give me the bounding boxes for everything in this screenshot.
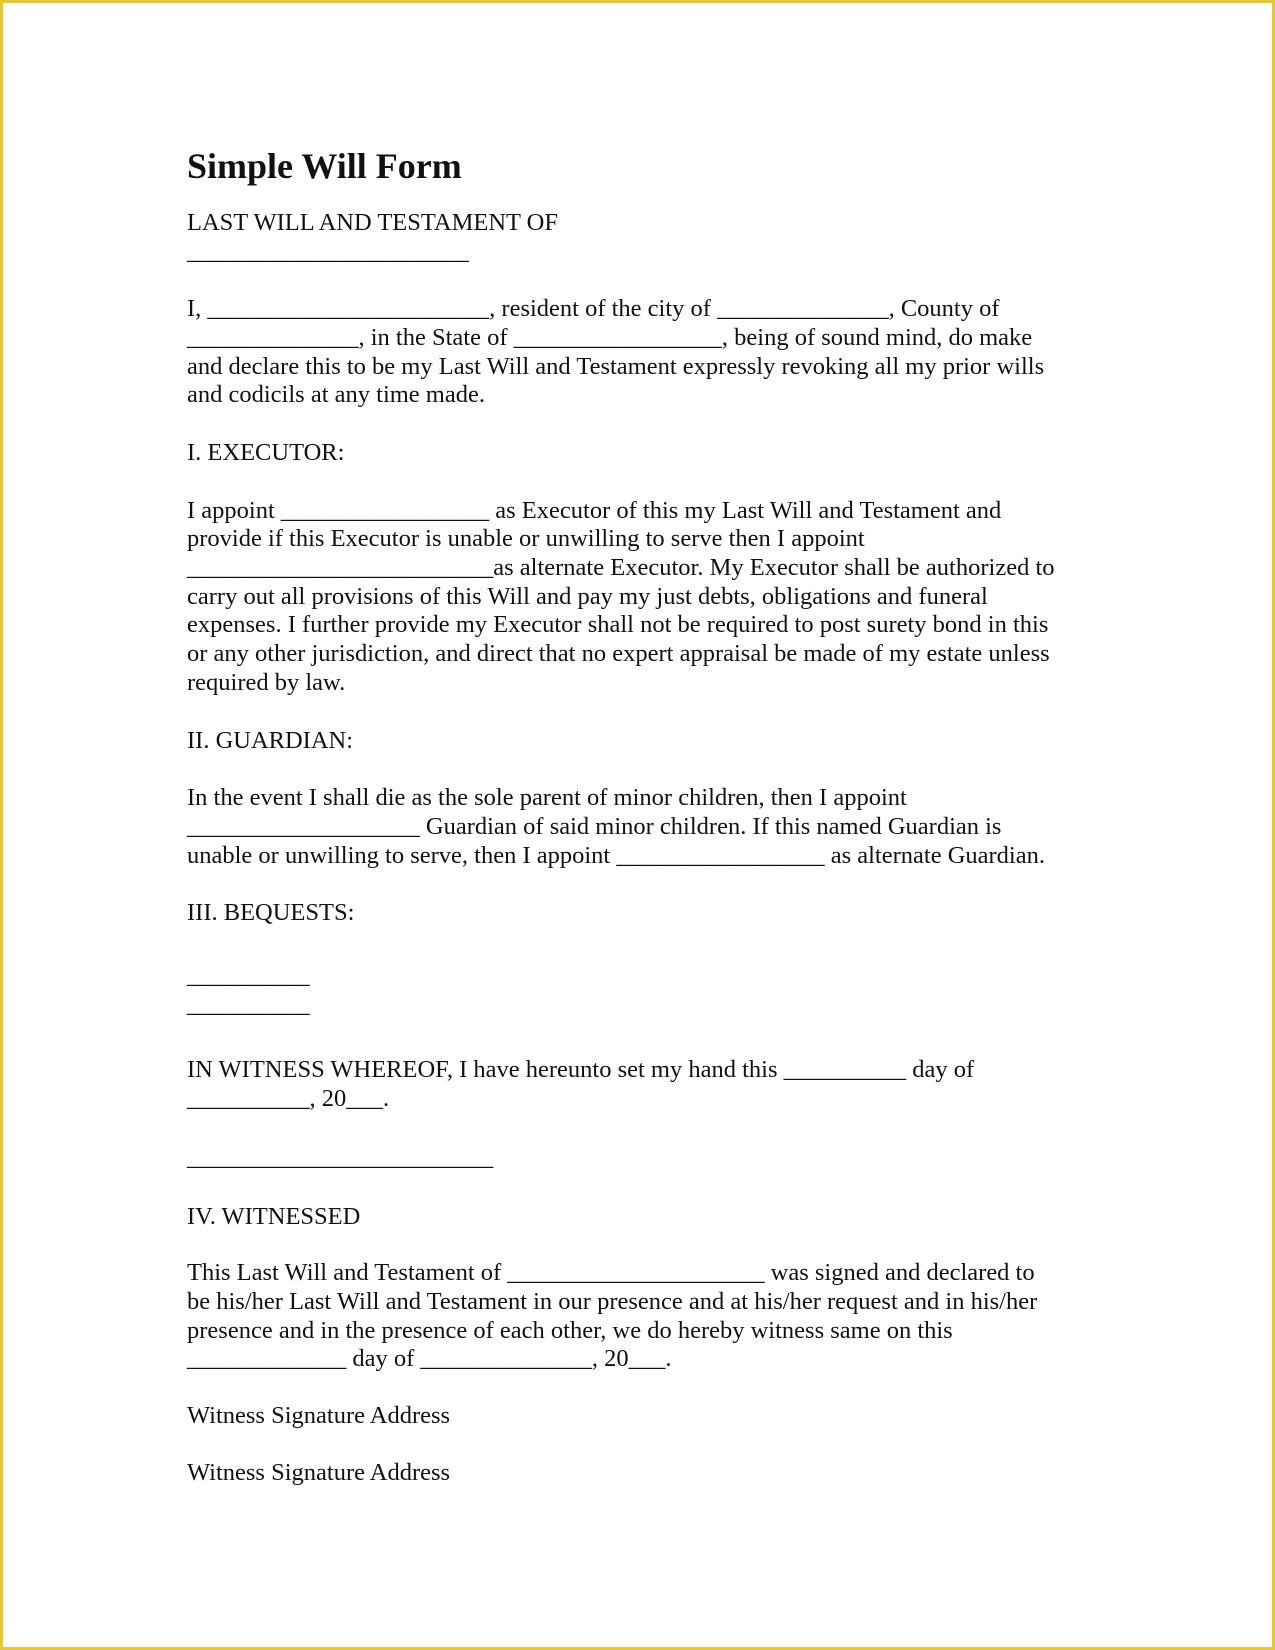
guardian-heading: II. GUARDIAN:: [187, 726, 354, 754]
testator-name-blank: _______________________: [187, 237, 469, 265]
signature-line: _________________________: [187, 1143, 494, 1171]
guardian-paragraph: In the event I shall die as the sole parent of minor children, then I appoint ___________________ Guardian of said minor children. If this named Guardian is unable or unwilling to serve, then I appoint _________________ as alternate Guardian.: [187, 784, 1045, 869]
intro-paragraph: I, _______________________, resident of the city of ______________, County of ______________, in the State of _________________, being of sound mind, do make and declare this to be my Last Will and Testament expressly revoking all my prior wills and codicils at any time made.: [187, 295, 1045, 409]
will-document: [187, 145, 1087, 1487]
witness-signature-line: Witness Signature Address: [187, 1402, 451, 1430]
executor-paragraph: I appoint _________________ as Executor of this my Last Will and Testament and provide if this Executor is unable or unwilling to serve then I appoint _________________________as alternate Executor. My Executor shall be authorized to carry out all provisions of this Will and pay my just debts, obligations and funeral expenses. I further provide my Executor shall not be required to post surety bond in this or any other jurisdiction, and direct that no expert appraisal be made of my estate unless required by law.: [187, 496, 1055, 696]
bequests-heading: III. BEQUESTS:: [187, 899, 355, 927]
witness-whereof-paragraph: IN WITNESS WHEREOF, I have hereunto set my hand this __________ day of __________, 20___.: [187, 1056, 975, 1113]
witnessed-paragraph: This Last Will and Testament of _____________________ was signed and declared to be his/her Last Will and Testament in our presence and at his/her request and in his/her presence and in the presence of each other, we do hereby witness same on this _____________ day of ______________, 20___.: [187, 1259, 1038, 1373]
witnessed-heading: IV. WITNESSED: [187, 1202, 361, 1230]
bequest-line: __________: [187, 990, 310, 1018]
bequest-line: __________: [187, 962, 310, 990]
will-heading: LAST WILL AND TESTAMENT OF: [187, 209, 558, 236]
document-title: Simple Will Form: [187, 146, 462, 186]
witness-signature-line: Witness Signature Address: [187, 1458, 451, 1486]
executor-heading: I. EXECUTOR:: [187, 438, 345, 466]
